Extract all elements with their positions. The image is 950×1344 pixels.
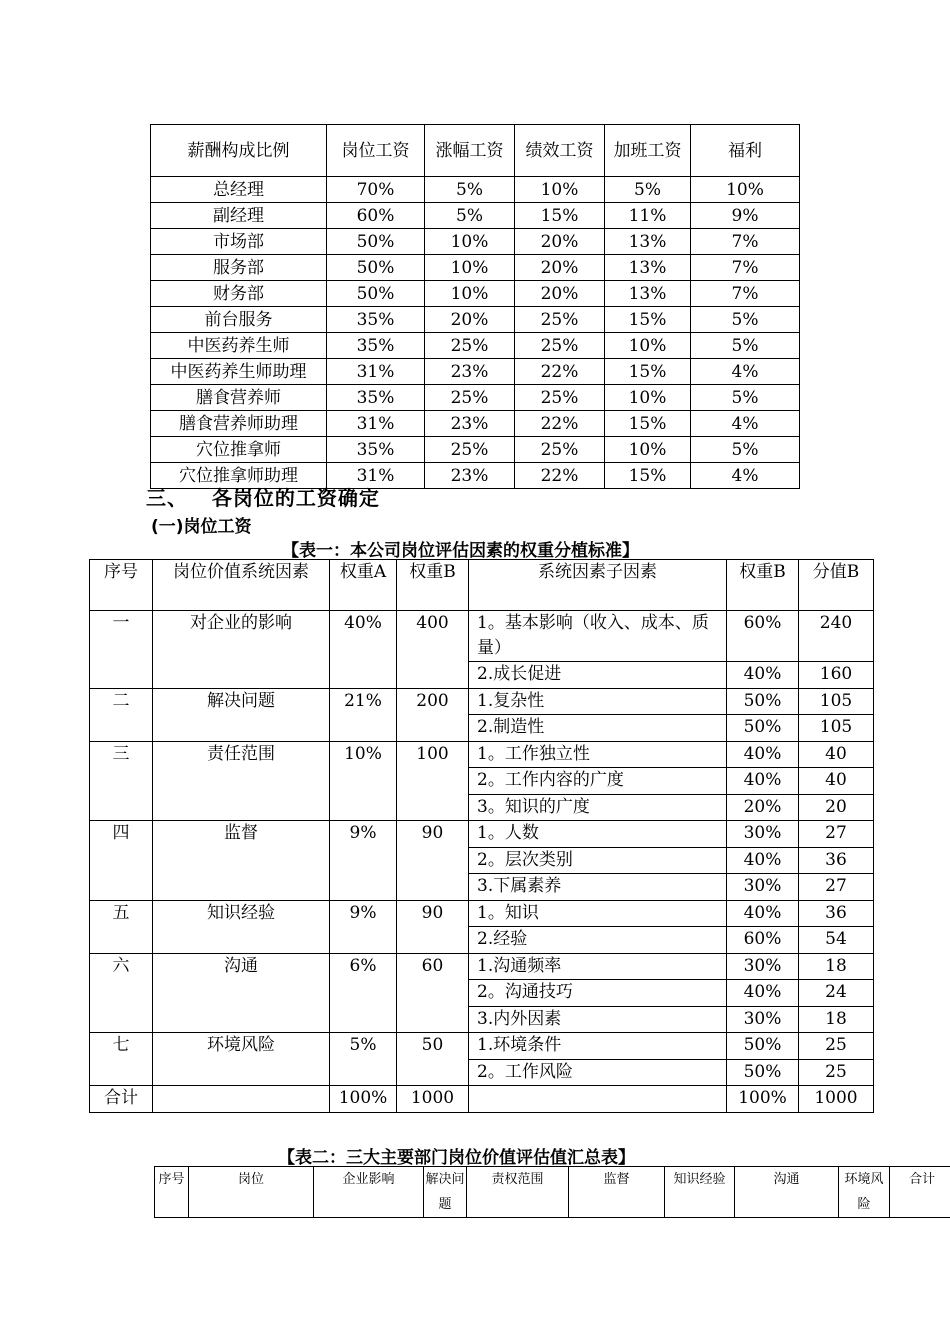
table-row — [151, 307, 800, 333]
serial-cell: 六 — [90, 953, 153, 1033]
sub-weight-cell: 40% — [727, 847, 799, 874]
weight-a-cell: 9% — [330, 821, 397, 901]
percent-cell: 25% — [425, 333, 515, 359]
factor-cell: 知识经验 — [153, 900, 330, 953]
header-cell: 合计 — [890, 1167, 950, 1218]
subfactor-cell: 2.制造性 — [469, 715, 727, 742]
subfactor-cell: 1.复杂性 — [469, 688, 727, 715]
weight-a-cell: 10% — [330, 741, 397, 821]
table-row — [151, 281, 800, 307]
total-sub-weight-cell: 100% — [727, 1086, 799, 1113]
table-row — [90, 611, 874, 662]
percent-cell: 13% — [605, 255, 691, 281]
header-cell: 岗位工资 — [327, 125, 425, 177]
subfactor-cell: 1。知识 — [469, 900, 727, 927]
sub-weight-cell: 60% — [727, 611, 799, 662]
percent-cell: 4% — [691, 463, 800, 489]
sub-weight-cell: 40% — [727, 980, 799, 1007]
header-cell: 序号 — [155, 1167, 189, 1218]
percent-cell: 15% — [605, 463, 691, 489]
percent-cell: 15% — [605, 307, 691, 333]
percent-cell: 10% — [425, 281, 515, 307]
percent-cell: 9% — [691, 203, 800, 229]
percent-cell: 7% — [691, 281, 800, 307]
sub-score-cell: 54 — [799, 927, 874, 954]
total-weight-a-cell: 100% — [330, 1086, 397, 1113]
header-cell: 序号 — [90, 560, 153, 611]
percent-cell: 15% — [605, 411, 691, 437]
percent-cell: 20% — [515, 229, 605, 255]
subsection-heading: (一)岗位工资 — [151, 517, 252, 537]
table2-caption: 【表二：三大主要部门岗位价值评估值汇总表】 — [278, 1148, 635, 1168]
weight-b-cell: 400 — [397, 611, 469, 689]
table1-caption: 【表一：本公司岗位评估因素的权重分植标准】 — [282, 541, 639, 561]
sub-weight-cell: 50% — [727, 1033, 799, 1060]
sub-weight-cell: 30% — [727, 874, 799, 901]
factor-cell: 责任范围 — [153, 741, 330, 821]
subfactor-cell: 1。人数 — [469, 821, 727, 848]
table-row — [151, 229, 800, 255]
sub-score-cell: 36 — [799, 900, 874, 927]
percent-cell: 22% — [515, 359, 605, 385]
header-cell: 沟通 — [735, 1167, 839, 1218]
sub-weight-cell: 60% — [727, 927, 799, 954]
percent-cell: 10% — [691, 177, 800, 203]
percent-cell: 35% — [327, 385, 425, 411]
subfactor-cell: 2。层次类别 — [469, 847, 727, 874]
sub-score-cell: 40 — [799, 768, 874, 795]
percent-cell: 35% — [327, 307, 425, 333]
sub-weight-cell: 30% — [727, 953, 799, 980]
weight-a-cell: 21% — [330, 688, 397, 741]
position-cell: 前台服务 — [151, 307, 327, 333]
position-cell: 中医药养生师助理 — [151, 359, 327, 385]
percent-cell: 31% — [327, 411, 425, 437]
percent-cell: 5% — [691, 437, 800, 463]
subfactor-cell: 2。工作风险 — [469, 1059, 727, 1086]
percent-cell: 50% — [327, 229, 425, 255]
percent-cell: 23% — [425, 463, 515, 489]
percent-cell: 35% — [327, 437, 425, 463]
position-cell: 财务部 — [151, 281, 327, 307]
factor-cell: 解决问题 — [153, 688, 330, 741]
percent-cell: 5% — [425, 203, 515, 229]
sub-score-cell: 40 — [799, 741, 874, 768]
department-summary-table — [154, 1166, 950, 1218]
header-cell: 分值B — [799, 560, 874, 611]
percent-cell: 22% — [515, 411, 605, 437]
factor-cell: 环境风险 — [153, 1033, 330, 1086]
percent-cell: 23% — [425, 411, 515, 437]
sub-weight-cell: 40% — [727, 768, 799, 795]
percent-cell: 10% — [425, 229, 515, 255]
position-cell: 穴位推拿师 — [151, 437, 327, 463]
header-cell: 解决问题 — [424, 1167, 467, 1218]
header-cell: 责权范围 — [467, 1167, 569, 1218]
sub-weight-cell: 50% — [727, 688, 799, 715]
percent-cell: 20% — [515, 255, 605, 281]
weight-a-cell: 40% — [330, 611, 397, 689]
total-label-cell: 合计 — [90, 1086, 153, 1113]
sub-score-cell: 240 — [799, 611, 874, 662]
serial-cell: 三 — [90, 741, 153, 821]
sub-score-cell: 20 — [799, 794, 874, 821]
percent-cell: 70% — [327, 177, 425, 203]
position-cell: 穴位推拿师助理 — [151, 463, 327, 489]
percent-cell: 5% — [605, 177, 691, 203]
header-cell: 岗位 — [189, 1167, 314, 1218]
percent-cell: 13% — [605, 229, 691, 255]
header-cell: 绩效工资 — [515, 125, 605, 177]
subfactor-cell: 3。知识的广度 — [469, 794, 727, 821]
sub-weight-cell: 40% — [727, 900, 799, 927]
position-cell: 总经理 — [151, 177, 327, 203]
header-cell: 加班工资 — [605, 125, 691, 177]
table-row — [151, 385, 800, 411]
table-row — [151, 411, 800, 437]
factor-cell: 沟通 — [153, 953, 330, 1033]
factor-weight-table — [89, 559, 874, 1113]
table-header-row — [90, 560, 874, 611]
position-cell: 服务部 — [151, 255, 327, 281]
percent-cell: 25% — [425, 385, 515, 411]
percent-cell: 7% — [691, 229, 800, 255]
percent-cell: 31% — [327, 359, 425, 385]
weight-b-cell: 100 — [397, 741, 469, 821]
subfactor-cell: 2。沟通技巧 — [469, 980, 727, 1007]
sub-score-cell: 18 — [799, 953, 874, 980]
header-cell: 福利 — [691, 125, 800, 177]
table-row — [90, 821, 874, 848]
percent-cell: 5% — [691, 385, 800, 411]
weight-b-cell: 60 — [397, 953, 469, 1033]
sub-weight-cell: 50% — [727, 1059, 799, 1086]
header-cell: 权重B — [727, 560, 799, 611]
percent-cell: 20% — [425, 307, 515, 333]
weight-b-cell: 90 — [397, 821, 469, 901]
percent-cell: 25% — [515, 333, 605, 359]
percent-cell: 25% — [425, 437, 515, 463]
weight-b-cell: 90 — [397, 900, 469, 953]
table-row — [90, 953, 874, 980]
table-row — [151, 333, 800, 359]
percent-cell: 10% — [605, 385, 691, 411]
percent-cell: 4% — [691, 359, 800, 385]
table-row — [151, 255, 800, 281]
percent-cell: 35% — [327, 333, 425, 359]
subfactor-cell: 3.下属素养 — [469, 874, 727, 901]
factor-cell: 监督 — [153, 821, 330, 901]
header-cell: 系统因素子因素 — [469, 560, 727, 611]
header-cell: 权重A — [330, 560, 397, 611]
percent-cell: 11% — [605, 203, 691, 229]
subfactor-cell: 1.环境条件 — [469, 1033, 727, 1060]
sub-score-cell: 27 — [799, 821, 874, 848]
header-cell: 权重B — [397, 560, 469, 611]
table-row — [151, 203, 800, 229]
position-cell: 膳食营养师助理 — [151, 411, 327, 437]
table-row — [151, 359, 800, 385]
sub-score-cell: 27 — [799, 874, 874, 901]
weight-a-cell: 5% — [330, 1033, 397, 1086]
percent-cell: 60% — [327, 203, 425, 229]
serial-cell: 二 — [90, 688, 153, 741]
percent-cell: 13% — [605, 281, 691, 307]
sub-score-cell: 160 — [799, 662, 874, 689]
position-cell: 膳食营养师 — [151, 385, 327, 411]
sub-weight-cell: 30% — [727, 821, 799, 848]
sub-weight-cell: 40% — [727, 662, 799, 689]
header-cell: 企业影响 — [314, 1167, 424, 1218]
serial-cell: 一 — [90, 611, 153, 689]
subfactor-cell: 2.经验 — [469, 927, 727, 954]
percent-cell: 10% — [515, 177, 605, 203]
percent-cell: 25% — [515, 437, 605, 463]
percent-cell: 50% — [327, 281, 425, 307]
sub-score-cell: 25 — [799, 1033, 874, 1060]
percent-cell: 31% — [327, 463, 425, 489]
sub-score-cell: 25 — [799, 1059, 874, 1086]
percent-cell: 5% — [691, 333, 800, 359]
table-row — [90, 741, 874, 768]
percent-cell: 22% — [515, 463, 605, 489]
total-weight-b-cell: 1000 — [397, 1086, 469, 1113]
percent-cell: 5% — [691, 307, 800, 333]
header-cell: 岗位价值系统因素 — [153, 560, 330, 611]
empty-cell — [153, 1086, 330, 1113]
weight-b-cell: 200 — [397, 688, 469, 741]
subfactor-cell: 3.内外因素 — [469, 1006, 727, 1033]
position-cell: 市场部 — [151, 229, 327, 255]
table-row — [90, 688, 874, 715]
percent-cell: 25% — [515, 385, 605, 411]
table-row — [90, 900, 874, 927]
percent-cell: 25% — [515, 307, 605, 333]
header-cell: 薪酬构成比例 — [151, 125, 327, 177]
percent-cell: 10% — [425, 255, 515, 281]
percent-cell: 10% — [605, 333, 691, 359]
weight-b-cell: 50 — [397, 1033, 469, 1086]
sub-weight-cell: 50% — [727, 715, 799, 742]
percent-cell: 10% — [605, 437, 691, 463]
header-cell: 监督 — [569, 1167, 665, 1218]
sub-score-cell: 105 — [799, 688, 874, 715]
percent-cell: 4% — [691, 411, 800, 437]
percent-cell: 15% — [605, 359, 691, 385]
percent-cell: 7% — [691, 255, 800, 281]
position-cell: 中医药养生师 — [151, 333, 327, 359]
total-sub-score-cell: 1000 — [799, 1086, 874, 1113]
serial-cell: 四 — [90, 821, 153, 901]
weight-a-cell: 9% — [330, 900, 397, 953]
table-header-row — [155, 1167, 950, 1218]
table-row — [90, 1033, 874, 1060]
empty-cell — [469, 1086, 727, 1113]
header-cell: 环境风险 — [839, 1167, 890, 1218]
percent-cell: 20% — [515, 281, 605, 307]
subfactor-cell: 2。工作内容的广度 — [469, 768, 727, 795]
table-row — [151, 177, 800, 203]
header-cell: 知识经验 — [665, 1167, 735, 1218]
table-row — [151, 437, 800, 463]
sub-score-cell: 36 — [799, 847, 874, 874]
sub-weight-cell: 20% — [727, 794, 799, 821]
serial-cell: 五 — [90, 900, 153, 953]
salary-composition-table — [150, 124, 800, 489]
serial-cell: 七 — [90, 1033, 153, 1086]
percent-cell: 5% — [425, 177, 515, 203]
percent-cell: 50% — [327, 255, 425, 281]
header-cell: 涨幅工资 — [425, 125, 515, 177]
subfactor-cell: 2.成长促进 — [469, 662, 727, 689]
sub-score-cell: 24 — [799, 980, 874, 1007]
table-header-row — [151, 125, 800, 177]
sub-weight-cell: 40% — [727, 741, 799, 768]
position-cell: 副经理 — [151, 203, 327, 229]
subfactor-cell: 1。基本影响（收入、成本、质量） — [469, 611, 727, 662]
sub-weight-cell: 30% — [727, 1006, 799, 1033]
factor-cell: 对企业的影响 — [153, 611, 330, 689]
section-heading: 三、 各岗位的工资确定 — [146, 486, 380, 510]
sub-score-cell: 105 — [799, 715, 874, 742]
subfactor-cell: 1。工作独立性 — [469, 741, 727, 768]
sub-score-cell: 18 — [799, 1006, 874, 1033]
subfactor-cell: 1.沟通频率 — [469, 953, 727, 980]
percent-cell: 23% — [425, 359, 515, 385]
weight-a-cell: 6% — [330, 953, 397, 1033]
percent-cell: 15% — [515, 203, 605, 229]
total-row — [90, 1086, 874, 1113]
